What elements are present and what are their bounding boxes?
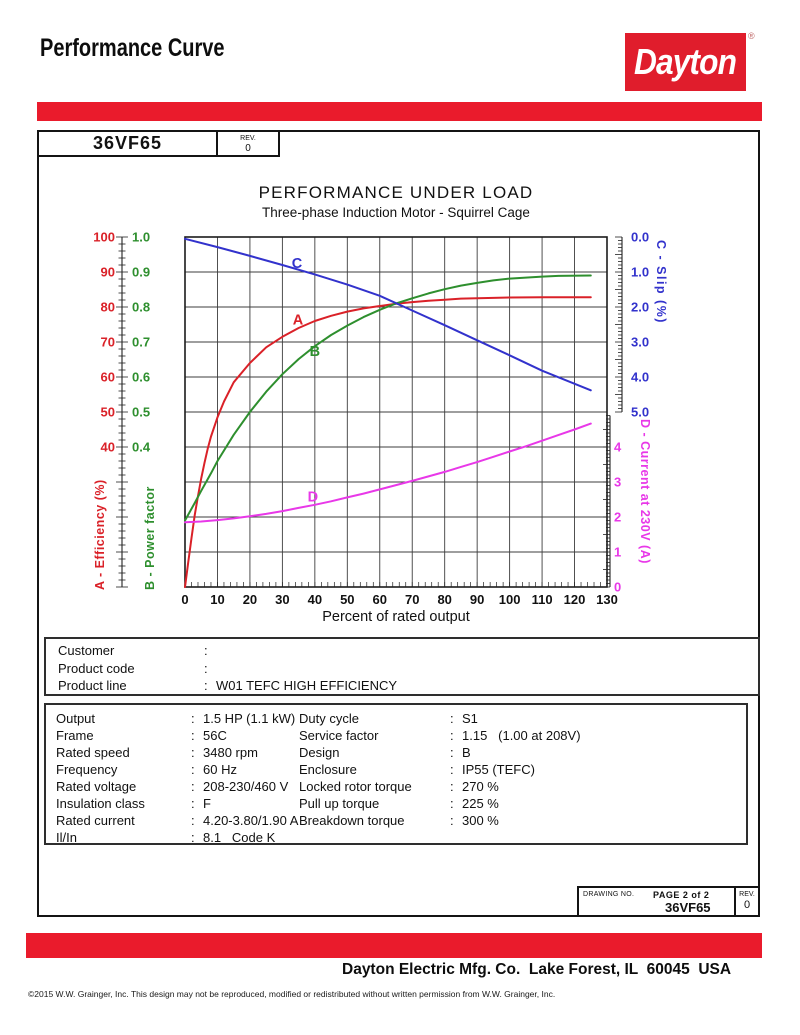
row-value: 1.15 (1.00 at 208V) [462, 728, 581, 743]
row-value: 270 % [462, 779, 499, 794]
table-row [299, 812, 581, 829]
row-label: Output [56, 711, 96, 726]
svg-text:50: 50 [100, 404, 115, 420]
row-label: Insulation class [56, 796, 145, 811]
svg-text:PERFORMANCE UNDER LOAD: PERFORMANCE UNDER LOAD [258, 183, 534, 202]
svg-text:4.0: 4.0 [631, 369, 650, 385]
table-row [299, 761, 581, 778]
svg-text:20: 20 [242, 592, 258, 607]
table-row [299, 710, 581, 727]
svg-text:80: 80 [100, 299, 115, 315]
row-label: Il/In [56, 830, 77, 845]
svg-text:60: 60 [372, 592, 388, 607]
drawing-no-label: DRAWING NO. [583, 891, 635, 898]
copyright-line: ©2015 W.W. Grainger, Inc. This design may not be reproduced, modified or redistributed without written permission from W.W. Grainger, Inc. [28, 989, 556, 999]
row-label: Enclosure [299, 762, 357, 777]
table-row [58, 677, 758, 695]
svg-text:C - Slip (%): C - Slip (%) [654, 240, 668, 324]
row-value: 208-230/460 V [203, 779, 289, 794]
row-value: F [203, 796, 211, 811]
row-colon: : [191, 813, 195, 828]
svg-text:50: 50 [340, 592, 355, 607]
row-colon: : [191, 711, 195, 726]
table-row [299, 778, 581, 795]
svg-text:Percent of rated output: Percent of rated output [322, 609, 470, 625]
row-label: Design [299, 745, 340, 760]
svg-text:Three-phase Induction Motor -: Three-phase Induction Motor - Squirrel Cage [262, 205, 530, 220]
row-label: Service factor [299, 728, 379, 743]
svg-text:60: 60 [100, 369, 115, 385]
svg-text:4: 4 [614, 439, 622, 455]
table-row [58, 660, 758, 678]
table-row [56, 829, 298, 846]
row-colon: : [191, 779, 195, 794]
table-row [56, 795, 298, 812]
svg-text:0.8: 0.8 [132, 299, 151, 315]
svg-text:0.9: 0.9 [132, 264, 151, 280]
svg-text:C: C [291, 255, 303, 272]
row-label: Frequency [56, 762, 118, 777]
model-number-box [37, 130, 280, 157]
svg-text:B: B [309, 344, 321, 361]
svg-text:5.0: 5.0 [631, 404, 650, 420]
svg-text:1: 1 [614, 544, 622, 560]
row-colon: : [191, 745, 195, 760]
svg-text:0.5: 0.5 [132, 404, 151, 420]
row-value: 300 % [462, 813, 499, 828]
row-value: 3480 rpm [203, 745, 258, 760]
row-value: B [462, 745, 471, 760]
row-value: 60 Hz [203, 762, 237, 777]
row-label: Rated speed [56, 745, 130, 760]
row-label: Locked rotor torque [299, 779, 412, 794]
row-value: IP55 (TEFC) [462, 762, 535, 777]
svg-text:40: 40 [100, 439, 115, 455]
svg-text:B - Power factor: B - Power factor [143, 486, 157, 590]
row-colon: : [191, 728, 195, 743]
row-colon: : [191, 796, 195, 811]
svg-text:100: 100 [498, 592, 521, 607]
svg-text:0.7: 0.7 [132, 334, 151, 350]
table-row [56, 761, 298, 778]
svg-text:70: 70 [100, 334, 115, 350]
row-colon: : [450, 745, 454, 760]
svg-text:90: 90 [469, 592, 485, 607]
table-row [299, 727, 581, 744]
model-number: 36VF65 [39, 132, 218, 155]
svg-text:A: A [292, 312, 304, 329]
row-label: Rated voltage [56, 779, 137, 794]
drawing-info-box [577, 886, 760, 917]
svg-text:10: 10 [210, 592, 225, 607]
svg-text:1.0: 1.0 [631, 264, 650, 280]
table-row [56, 710, 298, 727]
row-value: 225 % [462, 796, 499, 811]
table-row [56, 778, 298, 795]
row-label: Product line [58, 678, 127, 693]
row-label: Frame [56, 728, 94, 743]
svg-text:2: 2 [614, 509, 622, 525]
svg-text:0: 0 [614, 579, 622, 595]
table-row [299, 795, 581, 812]
company-address: Dayton Electric Mfg. Co. Lake Forest, IL 60045 USA [342, 961, 732, 978]
row-colon: : [450, 796, 454, 811]
drawing-no-value: 36VF65 [665, 900, 711, 915]
svg-text:130: 130 [596, 592, 618, 607]
row-colon: : [204, 660, 208, 676]
spec-table [44, 703, 748, 845]
row-value: 56C [203, 728, 227, 743]
row-value: W01 TEFC HIGH EFFICIENCY [216, 678, 398, 693]
rev-label: REV. [240, 135, 256, 142]
row-colon: : [204, 678, 208, 693]
row-value: 1.5 HP (1.1 kW) [203, 711, 296, 726]
row-colon: : [450, 711, 454, 726]
table-row [56, 744, 298, 761]
footer-rev-label: REV. [739, 891, 755, 898]
row-colon: : [450, 728, 454, 743]
performance-chart [37, 160, 760, 630]
row-colon: : [191, 830, 195, 845]
row-colon: : [191, 762, 195, 777]
svg-text:1.0: 1.0 [132, 229, 151, 245]
row-value: 8.1 Code K [203, 830, 276, 845]
svg-text:0: 0 [181, 592, 189, 607]
registered-trademark-icon: ® [748, 31, 755, 41]
spec-column-left [56, 710, 298, 846]
svg-text:0.6: 0.6 [132, 369, 151, 385]
row-label: Product code [58, 660, 135, 676]
row-colon: : [450, 779, 454, 794]
svg-text:100: 100 [93, 229, 115, 245]
svg-text:A - Efficiency (%): A - Efficiency (%) [93, 479, 107, 590]
table-row [56, 727, 298, 744]
svg-text:D: D [307, 489, 319, 506]
svg-text:70: 70 [404, 592, 420, 607]
drawing-info-main [579, 888, 736, 915]
footer-rev-value: 0 [743, 899, 751, 911]
svg-text:110: 110 [531, 592, 553, 607]
svg-text:0.0: 0.0 [631, 229, 650, 245]
page-indicator: PAGE 2 of 2 [653, 890, 710, 900]
svg-text:30: 30 [275, 592, 290, 607]
page-title: Performance Curve [40, 34, 225, 62]
rev-box [218, 132, 278, 155]
row-label: Customer [58, 643, 115, 658]
row-value: 4.20-3.80/1.90 A [203, 813, 299, 828]
svg-text:40: 40 [307, 592, 323, 607]
row-label: Pull up torque [299, 796, 380, 811]
dayton-logo-text: Dayton [634, 41, 737, 82]
svg-text:120: 120 [563, 592, 586, 607]
spec-column-right [299, 710, 581, 829]
svg-text:3.0: 3.0 [631, 334, 650, 350]
svg-text:80: 80 [437, 592, 452, 607]
row-value: S1 [462, 711, 478, 726]
rev-value: 0 [245, 143, 251, 154]
svg-text:2.0: 2.0 [631, 299, 650, 315]
footer-rev-box [736, 888, 758, 915]
row-colon: : [204, 643, 208, 658]
row-label: Rated current [56, 813, 135, 828]
table-row [58, 642, 758, 660]
row-label: Breakdown torque [299, 813, 405, 828]
customer-table [44, 637, 760, 696]
table-row [299, 744, 581, 761]
bottom-red-bar [26, 933, 762, 958]
svg-text:0.4: 0.4 [132, 439, 151, 455]
dayton-logo [625, 33, 746, 91]
svg-text:90: 90 [100, 264, 115, 280]
top-red-bar [37, 102, 762, 121]
svg-text:D - Current at 230V (A): D - Current at 230V (A) [638, 419, 652, 564]
row-colon: : [450, 762, 454, 777]
row-colon: : [450, 813, 454, 828]
svg-text:3: 3 [614, 474, 622, 490]
row-label: Duty cycle [299, 711, 359, 726]
table-row [56, 812, 298, 829]
